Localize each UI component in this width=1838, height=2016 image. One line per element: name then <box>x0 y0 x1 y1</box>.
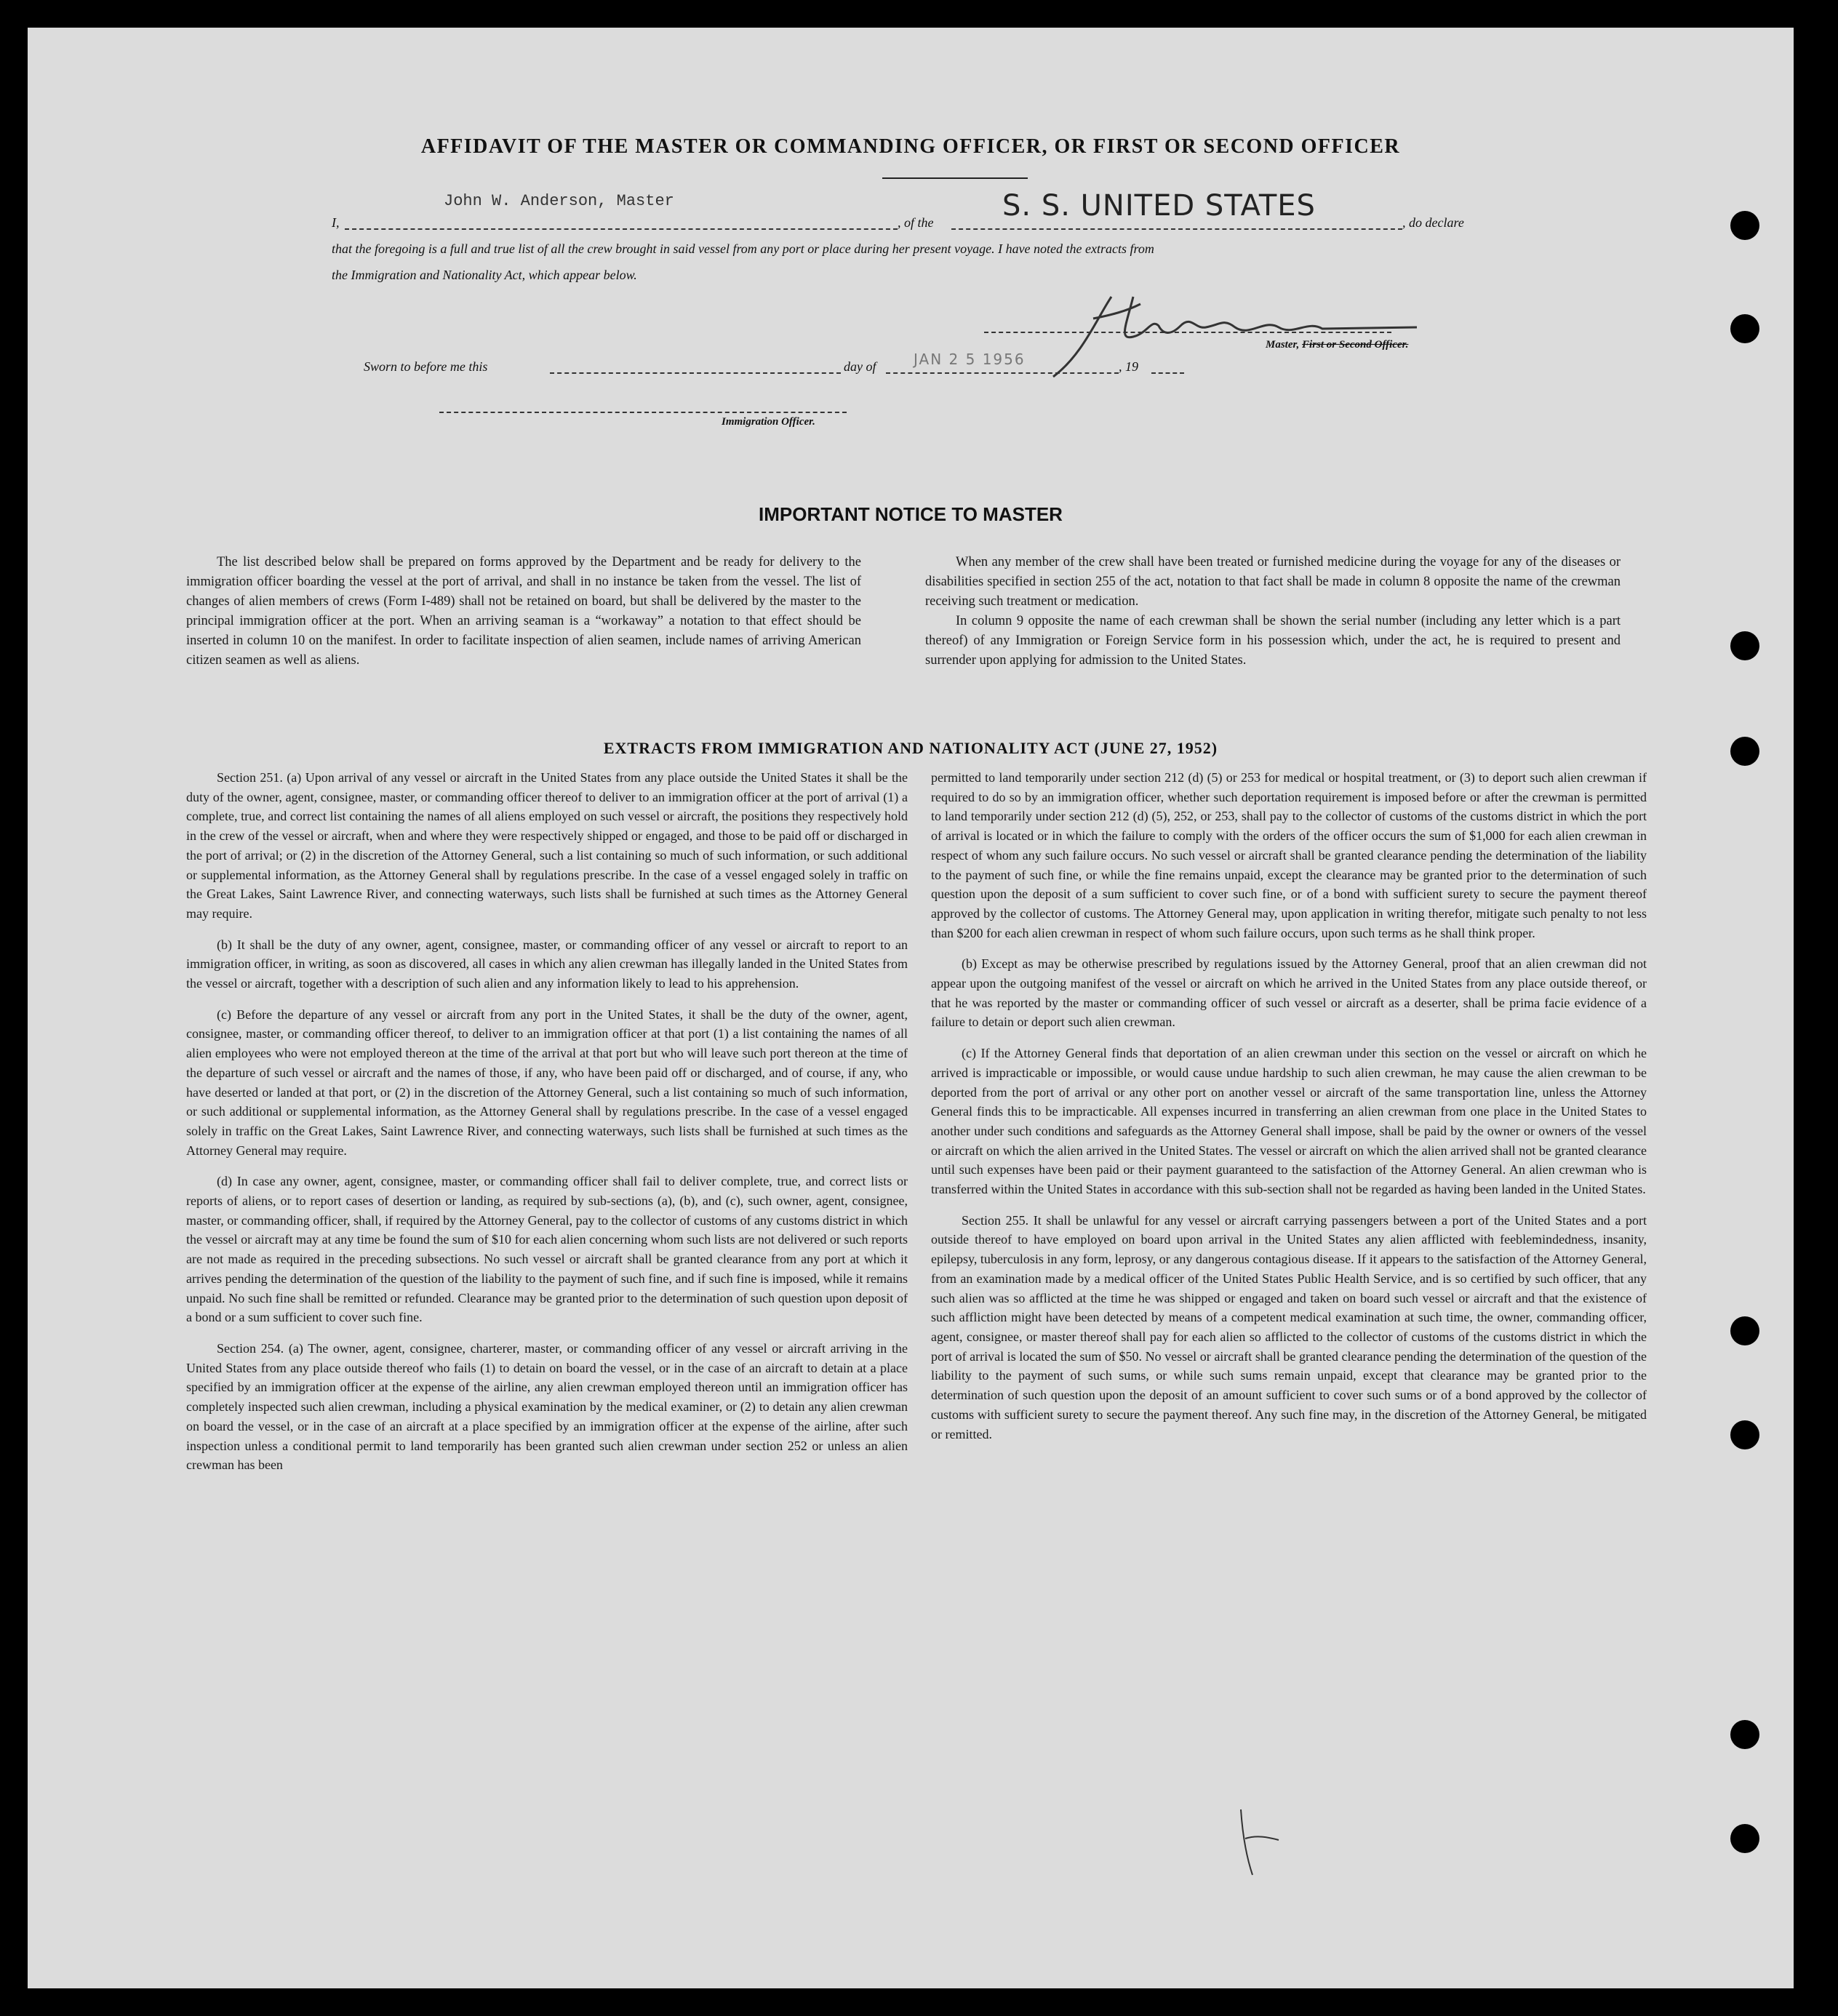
extracts-left-column <box>186 768 908 1487</box>
punch-hole <box>1730 211 1759 240</box>
struck-role: First or Second Officer. <box>1302 339 1409 351</box>
master-signature <box>1024 275 1431 384</box>
statute-paragraph: (c) Before the departure of any vessel or aircraft from any port in the United States, it shall be the duty of the owner, agent, consignee, master, or commanding officer thereof, to deliver to an immigration officer at that port (1) a list containing the names of all alien employees who were not employed thereon at the time of the arrival at that port but who will leave such port thereon at the time of the departure of such vessel or aircraft and the names of those, if any, who have been paid off or discharged, and of course, if any, who have deserted or landed at that port, or (2) in the discretion of the Attorney General, such a list containing so much of such information, or such additional or supplemental information, as the Attorney General shall by regulations prescribe. In the case of a vessel engaged solely in traffic on the Great Lakes, Saint Lawrence River, and connecting waterways, such lists shall be furnished at such times as the Attorney General may require. <box>186 1007 908 1158</box>
notice-left-column <box>186 553 861 682</box>
notice-right-column <box>925 553 1621 682</box>
statute-paragraph: Section 254. (a) The owner, agent, consignee, charterer, master, or commanding officer of any vessel or aircraft arriving in the United States from any place outside thereof who fails (1) to detain on board the vessel, or in the case of an aircraft to detain at a place specified by an immigration officer at the expense of the airline, any alien crewman employed thereon until an immigration officer has completely inspected such alien crewman, including a physical examination by the medical examiner, or (2) to detain any alien crewman on board the vessel, or in the case of an aircraft at a place specified by an immigration officer at the expense of the airline, after such inspection unless a conditional permit to land temporarily has been granted such alien crewman under section 252 or unless an alien crewman has been <box>186 1340 908 1473</box>
affidavit-i: I, <box>332 215 340 230</box>
officer-name-line <box>345 228 898 230</box>
do-declare-label: , do declare <box>1402 215 1464 230</box>
punch-hole <box>1730 314 1759 343</box>
notice-paragraph: The list described below shall be prepared on forms approved by the Department and be ready for delivery to the immigration officer boarding the vessel at the port of arrival, and shall in no instance be taken from the vessel. The list of changes of alien members of crews (Form I-489) shall not be retained on board, but shall be delivered by the master to the principal immigration officer at the port. When an arriving seaman is a “workaway” a notation to that effect should be inserted in column 10 on the manifest. In order to facilitate inspection of alien seamen, include names of arriving American citizen seamen as well as aliens. <box>186 555 861 668</box>
of-the-label: , of the <box>898 215 934 230</box>
date-stamp: JAN 2 5 1956 <box>914 351 1026 368</box>
notice-paragraph: When any member of the crew shall have been treated or furnished medicine during the voyage for any of the diseases or disabilities specified in section 255 of the act, notation to that fact shall be made in column 8 opposite the name of the crewman receiving such treatment or medication. <box>925 555 1621 609</box>
immigration-officer-label: Immigration Officer. <box>722 416 815 428</box>
statute-paragraph: (b) Except as may be otherwise prescribed by regulations issued by the Attorney General, proof that an alien crewman did not appear upon the outgoing manifest of the vessel or aircraft on which he arrived in the United States from any place outside thereof, or that he was reported by the master or commanding officer of such vessel or aircraft as a deserter, shall be prima facie evidence of a failure to detain or deport such alien crewman. <box>931 956 1647 1030</box>
year-line <box>1151 372 1184 374</box>
officer-name: John W. Anderson, Master <box>444 192 674 210</box>
sworn-day-line <box>550 372 841 374</box>
affidavit-title: AFFIDAVIT OF THE MASTER OR COMMANDING OFFICER, OR FIRST OR SECOND OFFICER <box>420 135 1401 158</box>
vessel-name-line <box>951 228 1402 230</box>
sworn-label: Sworn to before me this <box>364 359 488 374</box>
year-prefix: , 19 <box>1119 359 1138 374</box>
signer-role: Master, First or Second Officer. <box>1266 339 1409 351</box>
day-of-label: day of <box>844 359 876 374</box>
statute-paragraph: (b) It shall be the duty of any owner, agent, consignee, master, or commanding officer of any vessel or aircraft to report to an immigration officer, in writing, as soon as discovered, all cases in which any alien crewman has illegally landed in the United States from the vessel or aircraft, together with a description of such alien and any information likely to lead to his apprehension. <box>186 937 908 991</box>
statute-paragraph: permitted to land temporarily under section 212 (d) (5) or 253 for medical or hospital treatment, or (3) to deport such alien crewman if required to do so by an immigration officer, whether such deportation requirement is imposed before or after the crewman is permitted to land temporarily under section 212 (d) (5), 252, or 253, shall pay to the collector of customs of the customs district in which the port of arrival is located or in which the failure to comply with the orders of the officer occurs the sum of $1,000 for each alien crewman in respect of whom any such failure occurs. No such vessel or aircraft shall be granted clearance pending the determination of the liability to the payment of such fine, or while the fine remains unpaid, except the clearance may be granted prior to the determination of such question upon the deposit of a sum sufficient to cover such fine, or of a bond with sufficient surety to secure the payment thereof approved by the collector of customs. The Attorney General may, upon application in writing therefor, mitigate such penalty to not less than $200 for each alien crewman in respect of whom such failure occurs, upon such terms as he shall think proper. <box>931 770 1647 940</box>
statute-paragraph: Section 251. (a) Upon arrival of any vessel or aircraft in the United States from any place outside the United States it shall be the duty of the owner, agent, consignee, master, or commanding officer thereof to deliver to an immigration officer at the port of arrival (1) a complete, true, and correct list containing the names of all aliens employed on such vessel or aircraft, the positions they respectively hold in the crew of the vessel or aircraft, when and where they were respectively shipped or engaged, and those to be paid off or discharged in the port of arrival; or (2) in the discretion of the Attorney General, such a list containing so much of such information, or such additional or supplemental information, as the Attorney General shall by regulations prescribe. In the case of a vessel engaged solely in traffic on the Great Lakes, Saint Lawrence River, and connecting waterways, such lists shall be furnished at such times as the Attorney General may require. <box>186 770 908 921</box>
punch-hole <box>1730 1720 1759 1749</box>
document-page <box>28 28 1794 1988</box>
vessel-name: S. S. UNITED STATES <box>1002 189 1316 223</box>
notice-title: IMPORTANT NOTICE TO MASTER <box>759 503 1063 525</box>
extracts-title: EXTRACTS FROM IMMIGRATION AND NATIONALITY ACT (JUNE 27, 1952) <box>603 739 1218 757</box>
punch-hole <box>1730 631 1759 660</box>
pen-mark <box>1235 1802 1300 1882</box>
notice-paragraph: In column 9 opposite the name of each crewman shall be shown the serial number (including any letter which is a part thereof) of any Immigration or Foreign Service form in his possession which, under the act, he is required to present and surrender upon applying for admission to the United States. <box>925 614 1621 668</box>
punch-hole <box>1730 1316 1759 1345</box>
punch-hole <box>1730 1824 1759 1853</box>
immigration-officer-line <box>439 412 847 413</box>
affidavit-statement: that the foregoing is a full and true list of all the crew brought in said vessel from any port or place during her present voyage. I have noted the extracts from <box>332 241 1154 256</box>
title-rule <box>882 177 1028 179</box>
affidavit-statement-end: the Immigration and Nationality Act, which appear below. <box>332 268 637 282</box>
statute-paragraph: Section 255. It shall be unlawful for any vessel or aircraft carrying passengers between a port of the United States and a port outside thereof to have employed on board upon arrival in the United States any alien afflicted with feeblemindedness, insanity, epilepsy, tuberculosis in any form, leprosy, or any dangerous contagious disease. If it appears to the satisfaction of the Attorney General, from an examination made by a medical officer of the United States Public Health Service, and is so certified by such officer, that any such alien was so afflicted at the time he was shipped or engaged and taken on board such vessel or aircraft and that the existence of such affliction might have been detected by means of a competent medical examination at such time, the owner, commanding officer, agent, consignee, or master thereof shall pay for each alien so afflicted to the collector of customs of the customs district in which the port of arrival is located the sum of $50. No vessel or aircraft shall be granted clearance pending the determination of the question of the liability to the payment of such sums, or while such sums remain unpaid, except that clearance may be granted prior to the determination of such question upon the deposit of an amount sufficient to cover such sums or of a bond approved by the collector of customs with sufficient surety to secure the payment thereof. Any such fine may, in the discretion of the Attorney General, be mitigated or remitted. <box>931 1212 1647 1441</box>
extracts-right-column <box>931 768 1647 1455</box>
sworn-month-line <box>886 372 1119 374</box>
statute-paragraph: (c) If the Attorney General finds that deportation of an alien crewman under this section on the vessel or aircraft on which he arrived is impracticable or impossible, or would cause undue hardship to such alien crewman, he may cause the alien crewman to be deported from the port of arrival or any other port on another vessel or aircraft of the same transportation line, unless the Attorney General finds this to be impracticable. All expenses incurred in transferring an alien crewman from one place in the United States to another under such conditions and safeguards as the Attorney General shall impose, shall be paid by the owner or owners of the vessel or aircraft on which the alien arrived in the United States. The vessel or aircraft on which the alien arrived shall not be granted clearance until such expenses have been paid or their payment guaranteed to the satisfaction of the Attorney General. An alien crewman who is transferred within the United States in accordance with this sub-section shall not be regarded as having been landed in the United States. <box>931 1046 1647 1197</box>
punch-hole <box>1730 1420 1759 1449</box>
statute-paragraph: (d) In case any owner, agent, consignee, master, or commanding officer shall fail to deliver complete, true, and correct lists or reports of aliens, or to report cases of desertion or landing, as required by sub-sections (a), (b), and (c), such owner, agent, consignee, master, or commanding officer, shall, if required by the Attorney General, pay to the collector of customs of any customs district in which the vessel or aircraft may at any time be found the sum of $10 for each alien concerning whom such lists are not delivered or such reports are not made as required in the preceding subsections. No such vessel or aircraft shall be granted clearance from any port at which it arrives pending the determination of the question of the liability to the payment of such fine, and if such fine is imposed, while it remains unpaid. No such fine shall be remitted or refunded. Clearance may be granted prior to the determination of such question upon deposit of a bond or a sum sufficient to cover such fine. <box>186 1174 908 1325</box>
